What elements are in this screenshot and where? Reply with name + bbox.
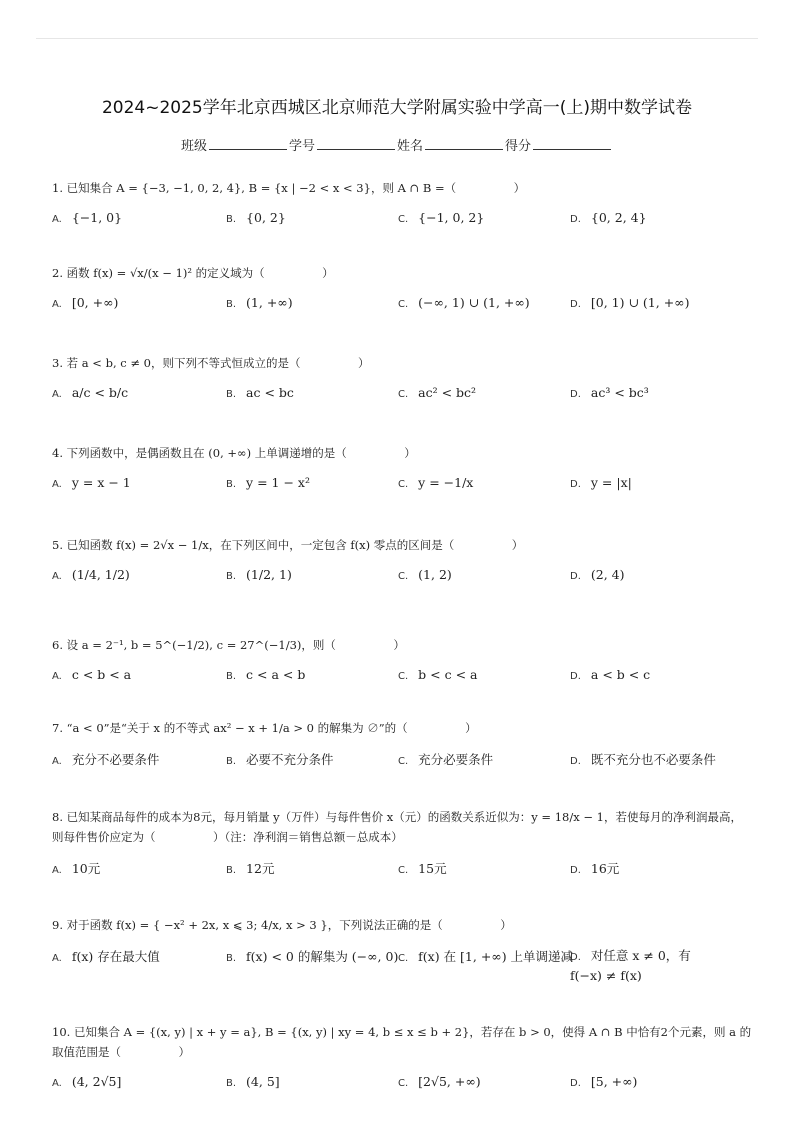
- question-number: 3.: [52, 356, 67, 370]
- answer-options: [52, 567, 752, 589]
- option-text: b < c < a: [418, 667, 478, 682]
- option-text: (4, 5]: [246, 1074, 280, 1089]
- option-d[interactable]: [570, 667, 650, 682]
- option-text: 对任意 x ≠ 0，有 f(−x) ≠ f(x): [570, 948, 691, 983]
- id-blank[interactable]: [317, 137, 395, 150]
- id-label: 学号: [288, 139, 315, 154]
- option-text: y = x − 1: [71, 475, 131, 490]
- class-blank[interactable]: [209, 137, 287, 150]
- option-b[interactable]: [226, 667, 305, 682]
- question-2: [52, 263, 752, 317]
- option-label: C.: [398, 479, 409, 490]
- page-title: 2024~2025学年北京西城区北京师范大学附属实验中学高一(上)期中数学试卷: [101, 98, 693, 118]
- option-label: C.: [398, 953, 409, 964]
- option-a[interactable]: [52, 475, 131, 490]
- question-text: 已知某商品每件的成本为8元，每月销量 y（万件）与每件售价 x（元）的函数关系近似为：y = 18/x − 1，若使每月的净利润最高，则每件售价应定为（ ）（注：净利润＝销售总额－总成本）: [52, 810, 742, 844]
- name-label: 姓名: [397, 139, 424, 154]
- option-a[interactable]: [52, 947, 160, 965]
- option-label: D.: [570, 756, 581, 767]
- option-label: D.: [570, 389, 581, 400]
- question-1: [52, 178, 752, 232]
- option-label: D.: [570, 1078, 581, 1089]
- option-label: B.: [226, 571, 237, 582]
- answer-options: [52, 210, 752, 232]
- option-text: 充分不必要条件: [71, 752, 160, 767]
- option-text: f(x) 在 [1, +∞) 上单调递减: [418, 949, 574, 964]
- option-text: c < a < b: [246, 667, 306, 682]
- name-blank[interactable]: [425, 137, 503, 150]
- question-10: [52, 1022, 752, 1096]
- option-d[interactable]: [570, 567, 625, 582]
- option-text: [2√5, +∞): [418, 1074, 481, 1089]
- option-label: A.: [52, 571, 62, 582]
- option-label: B.: [226, 299, 237, 310]
- option-text: [0, +∞): [71, 295, 119, 310]
- option-a[interactable]: [52, 295, 118, 310]
- answer-options: [52, 295, 752, 317]
- option-text: y = −1/x: [418, 475, 474, 490]
- option-text: (4, 2√5]: [71, 1074, 122, 1089]
- option-text: [5, +∞): [590, 1074, 638, 1089]
- option-text: ac² < bc²: [418, 385, 477, 400]
- option-text: 既不充分也不必要条件: [590, 752, 716, 767]
- question-text: “a < 0”是“关于 x 的不等式 ax² − x + 1/a > 0 的解集为 ∅”的（ ）: [66, 721, 477, 735]
- option-text: ac < bc: [246, 385, 294, 400]
- question-text: 若 a < b, c ≠ 0，则下列不等式恒成立的是（ ）: [66, 356, 370, 370]
- answer-options: [52, 385, 752, 407]
- question-3: [52, 353, 752, 407]
- option-b[interactable]: [226, 859, 274, 877]
- option-b[interactable]: [226, 1074, 280, 1089]
- option-label: D.: [570, 214, 581, 225]
- option-d[interactable]: [570, 947, 720, 985]
- question-stem: [52, 1022, 752, 1062]
- question-text: 设 a = 2⁻¹, b = 5^(−1/2), c = 27^(−1/3)，则（ ）: [66, 638, 405, 652]
- option-label: C.: [398, 571, 409, 582]
- question-number: 5.: [52, 538, 67, 552]
- answer-options: [52, 859, 752, 881]
- option-d[interactable]: [570, 475, 632, 490]
- answer-options: [52, 1074, 752, 1096]
- option-d[interactable]: [570, 859, 619, 877]
- option-label: D.: [570, 299, 581, 310]
- option-c[interactable]: [398, 295, 530, 310]
- option-label: A.: [52, 756, 62, 767]
- score-blank[interactable]: [533, 137, 611, 150]
- option-b[interactable]: [226, 385, 294, 400]
- option-text: 必要不充分条件: [246, 752, 334, 767]
- option-d[interactable]: [570, 295, 689, 310]
- option-c[interactable]: [398, 385, 476, 400]
- question-number: 4.: [52, 446, 67, 460]
- option-label: B.: [226, 671, 237, 682]
- option-text: {−1, 0}: [71, 210, 123, 225]
- option-text: y = |x|: [590, 475, 632, 490]
- option-text: (1, +∞): [246, 295, 293, 310]
- question-stem: [52, 635, 752, 655]
- option-label: B.: [226, 865, 237, 876]
- option-text: (1/4, 1/2): [71, 567, 130, 582]
- question-number: 1.: [52, 181, 67, 195]
- option-c[interactable]: [398, 859, 447, 877]
- option-c[interactable]: [398, 750, 493, 768]
- option-text: (−∞, 1) ∪ (1, +∞): [418, 295, 530, 310]
- option-d[interactable]: [570, 385, 649, 400]
- option-a[interactable]: [52, 667, 131, 682]
- score-label: 得分: [505, 139, 532, 154]
- option-label: D.: [570, 865, 581, 876]
- question-7: [52, 718, 752, 772]
- class-label: 班级: [180, 139, 207, 154]
- option-text: ac³ < bc³: [590, 385, 649, 400]
- student-info-line: [0, 135, 794, 154]
- option-text: {0, 2}: [246, 210, 286, 225]
- option-text: 12元: [246, 861, 275, 876]
- option-c[interactable]: [398, 210, 484, 225]
- option-label: D.: [570, 479, 581, 490]
- question-number: 10.: [52, 1025, 74, 1039]
- question-8: [52, 807, 752, 881]
- option-label: B.: [226, 214, 237, 225]
- option-text: 充分必要条件: [418, 752, 494, 767]
- question-text: 已知集合 A = {(x, y) | x + y = a}, B = {(x, y) | xy = 4, b ≤ x ≤ b + 2}，若存在 b > 0，使得 A ∩ B 中恰有2个元素，则 a 的取值范围是（ ）: [52, 1025, 752, 1059]
- option-text: {0, 2, 4}: [590, 210, 647, 225]
- option-label: B.: [226, 479, 237, 490]
- option-b[interactable]: [226, 947, 398, 965]
- question-number: 6.: [52, 638, 67, 652]
- option-text: a < b < c: [590, 667, 651, 682]
- option-d[interactable]: [570, 750, 716, 768]
- question-text: 函数 f(x) = √x/(x − 1)² 的定义域为（ ）: [66, 266, 334, 280]
- option-text: y = 1 − x²: [246, 475, 310, 490]
- option-b[interactable]: [226, 567, 292, 582]
- question-number: 2.: [52, 266, 67, 280]
- option-text: a/c < b/c: [71, 385, 129, 400]
- option-label: C.: [398, 756, 409, 767]
- option-text: [0, 1) ∪ (1, +∞): [590, 295, 690, 310]
- option-c[interactable]: [398, 667, 477, 682]
- question-stem: [52, 443, 752, 463]
- question-text: 已知集合 A = {−3, −1, 0, 2, 4}, B = {x | −2 < x < 3}，则 A ∩ B =（ ）: [66, 181, 526, 195]
- option-text: (2, 4): [590, 567, 625, 582]
- option-a[interactable]: [52, 859, 100, 877]
- option-c[interactable]: [398, 947, 573, 965]
- answer-options: [52, 750, 752, 772]
- option-a[interactable]: [52, 567, 130, 582]
- question-6: [52, 635, 752, 689]
- option-label: D.: [570, 671, 581, 682]
- option-text: {−1, 0, 2}: [418, 210, 485, 225]
- option-label: C.: [398, 865, 409, 876]
- header-divider: [36, 38, 758, 39]
- option-text: (1/2, 1): [246, 567, 292, 582]
- question-text: 对于函数 f(x) = { −x² + 2x, x ⩽ 3; 4/x, x > 3 }，下列说法正确的是（ ）: [66, 918, 512, 932]
- option-label: C.: [398, 214, 409, 225]
- option-text: f(x) 存在最大值: [71, 949, 160, 964]
- question-4: [52, 443, 752, 497]
- option-b[interactable]: [226, 295, 293, 310]
- option-label: A.: [52, 1078, 62, 1089]
- option-text: c < b < a: [71, 667, 132, 682]
- option-text: 16元: [590, 861, 620, 876]
- option-text: 15元: [418, 861, 447, 876]
- option-label: B.: [226, 389, 237, 400]
- question-stem: [52, 263, 752, 283]
- option-label: C.: [398, 299, 409, 310]
- option-label: D.: [570, 571, 581, 582]
- option-text: 10元: [71, 861, 101, 876]
- option-c[interactable]: [398, 475, 473, 490]
- question-stem: [52, 535, 752, 555]
- question-number: 9.: [52, 918, 67, 932]
- option-label: B.: [226, 1078, 237, 1089]
- option-label: C.: [398, 389, 409, 400]
- option-label: A.: [52, 865, 62, 876]
- option-a[interactable]: [52, 750, 159, 768]
- option-label: B.: [226, 953, 237, 964]
- option-c[interactable]: [398, 567, 452, 582]
- option-c[interactable]: [398, 1074, 481, 1089]
- option-label: A.: [52, 389, 62, 400]
- question-stem: [52, 353, 752, 373]
- option-label: A.: [52, 214, 62, 225]
- option-b[interactable]: [226, 210, 286, 225]
- question-5: [52, 535, 752, 589]
- answer-options: [52, 475, 752, 497]
- answer-options: [52, 947, 752, 983]
- question-number: 7.: [52, 721, 67, 735]
- option-label: A.: [52, 299, 62, 310]
- option-a[interactable]: [52, 210, 122, 225]
- option-a[interactable]: [52, 1074, 121, 1089]
- option-label: A.: [52, 671, 62, 682]
- option-b[interactable]: [226, 750, 334, 768]
- option-text: (1, 2): [418, 567, 452, 582]
- question-stem: [52, 915, 752, 935]
- option-d[interactable]: [570, 210, 647, 225]
- option-label: A.: [52, 953, 62, 964]
- question-number: 8.: [52, 810, 67, 824]
- question-stem: [52, 718, 752, 738]
- option-d[interactable]: [570, 1074, 637, 1089]
- question-text: 下列函数中，是偶函数且在 (0, +∞) 上单调递增的是（ ）: [66, 446, 416, 460]
- option-text: f(x) < 0 的解集为 (−∞, 0): [246, 949, 399, 964]
- option-label: C.: [398, 671, 409, 682]
- option-label: A.: [52, 479, 62, 490]
- question-stem: [52, 178, 752, 198]
- question-9: [52, 915, 752, 983]
- answer-options: [52, 667, 752, 689]
- option-a[interactable]: [52, 385, 128, 400]
- option-b[interactable]: [226, 475, 310, 490]
- option-label: C.: [398, 1078, 409, 1089]
- option-label: D.: [570, 952, 581, 963]
- question-text: 已知函数 f(x) = 2√x − 1/x，在下列区间中，一定包含 f(x) 零点的区间是（ ）: [66, 538, 524, 552]
- option-label: B.: [226, 756, 237, 767]
- question-stem: [52, 807, 752, 847]
